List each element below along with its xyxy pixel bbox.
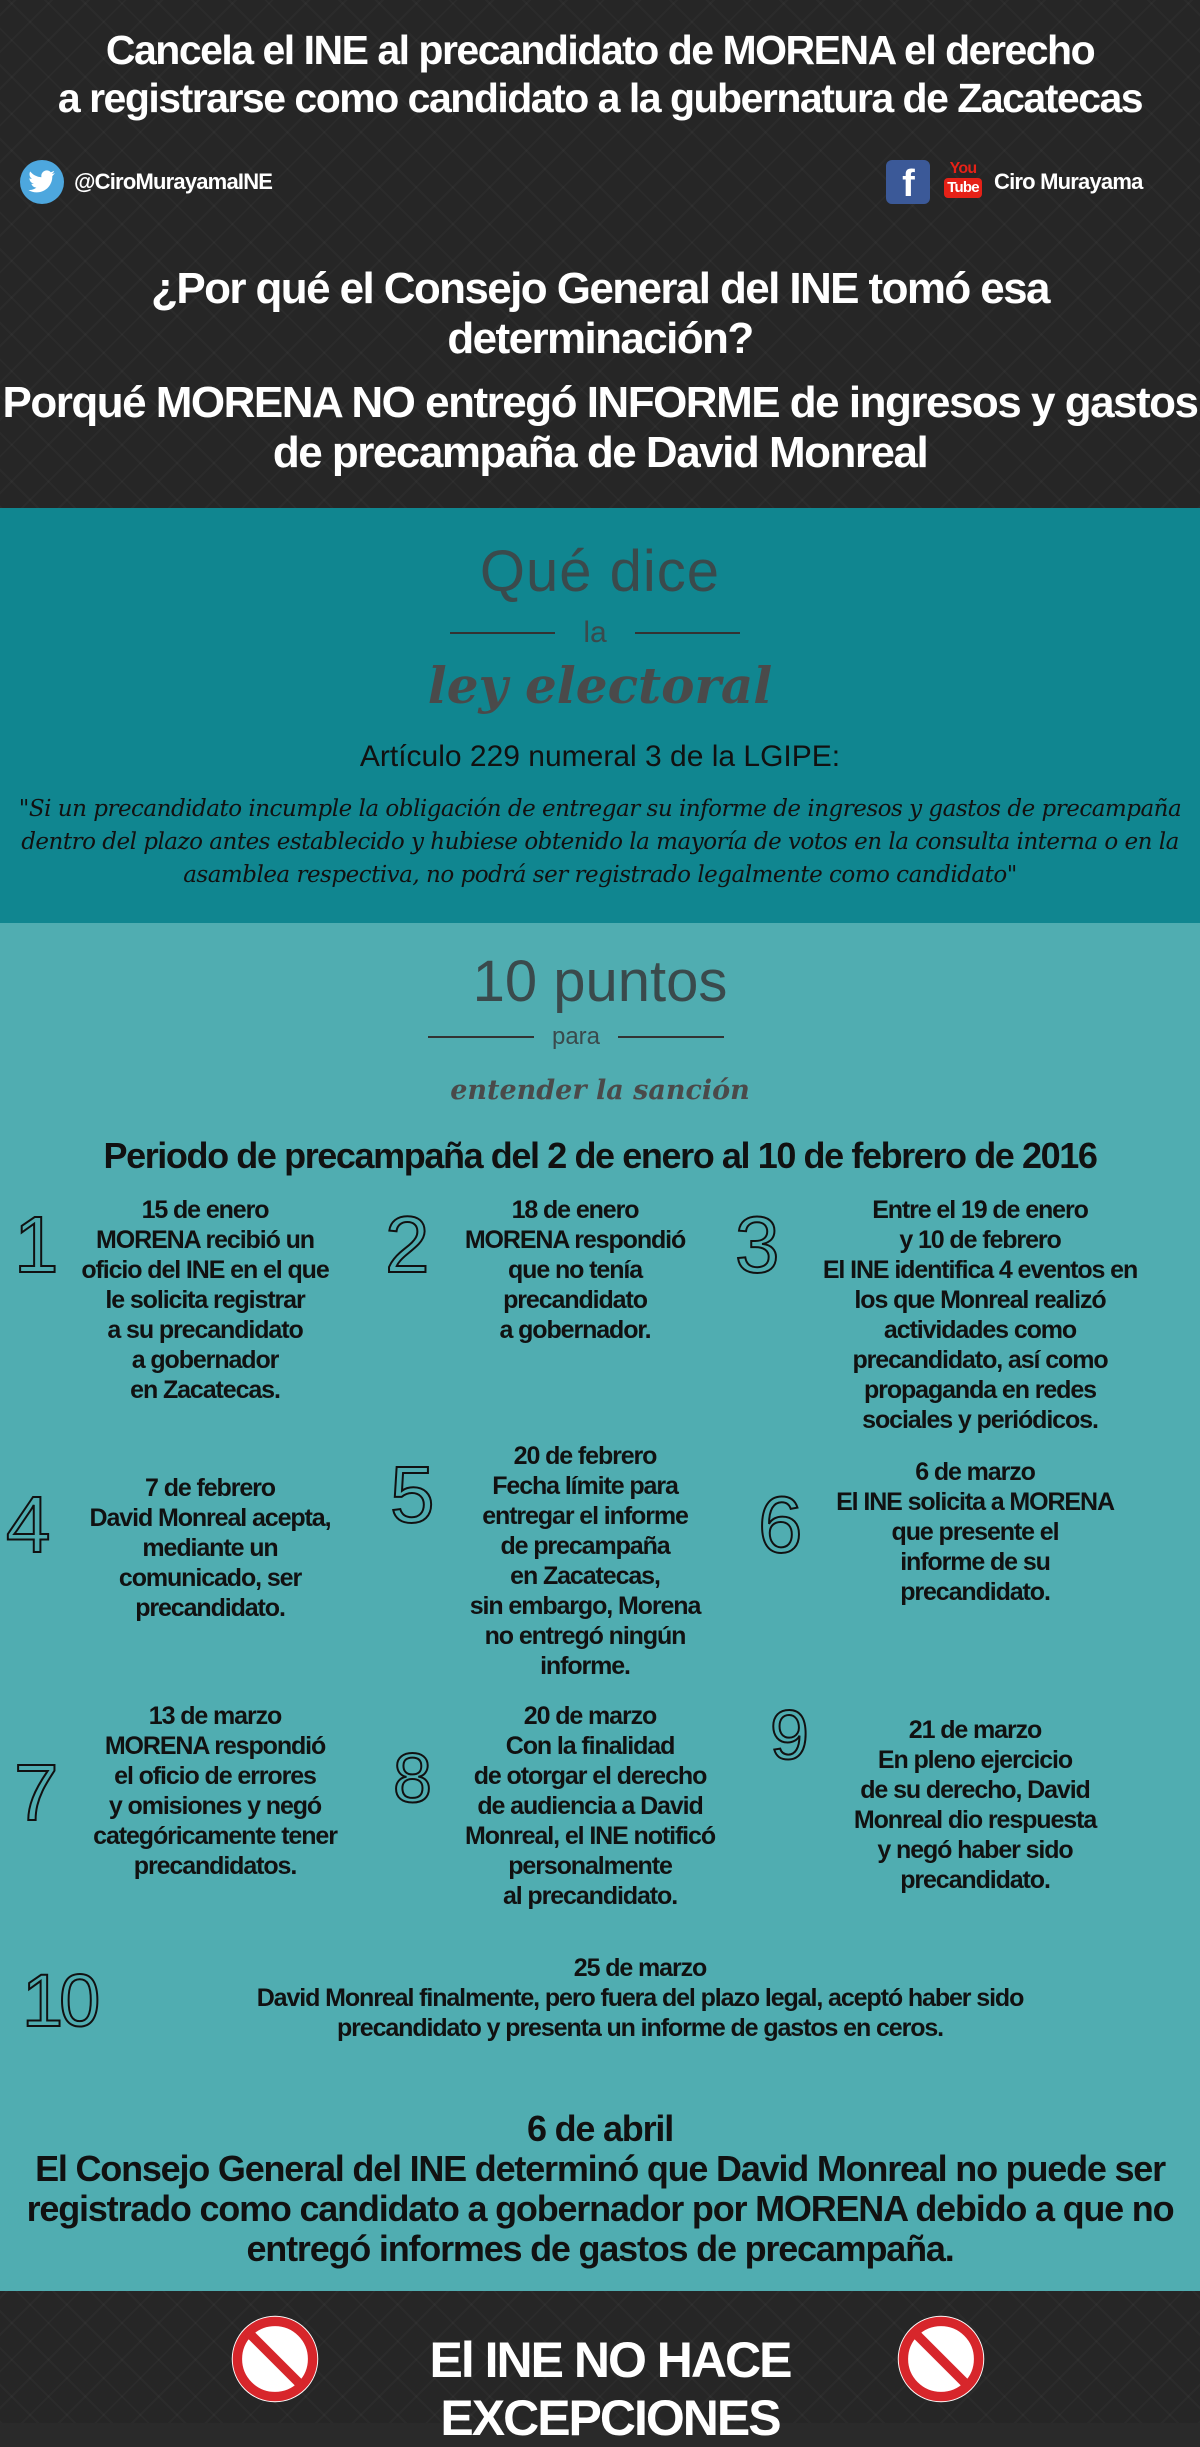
facebook-icon: f <box>886 160 930 204</box>
main-title-line: Cancela el INE al precandidato de MORENA el derecho <box>105 27 1095 73</box>
divider-line <box>450 632 555 634</box>
ley-heading-la-row <box>450 616 740 650</box>
twitter-icon <box>20 160 64 204</box>
twitter-handle: @CiroMurayamaINE <box>74 169 273 194</box>
ley-heading-que-dice: Qué dice <box>479 539 721 604</box>
conclusion: 6 de abril El Consejo General del INE determinó que David Monreal no puede ser registrado como candidato a gobernador por MORENA debido a que no entregó informes de gastos de precampaña. <box>26 2108 1174 2269</box>
point-number: 6 <box>758 1480 803 1569</box>
puntos-title: 10 puntos <box>472 949 728 1014</box>
point-number: 5 <box>390 1450 435 1539</box>
point-number: 4 <box>6 1480 51 1569</box>
ley-heading-la: la <box>583 616 607 649</box>
puntos-para-row <box>428 1023 724 1051</box>
point-2-text: 18 de enero MORENA respondió que no tenía precandidato a gobernador. <box>464 1196 686 1344</box>
facebook-youtube-credit[interactable] <box>886 160 1143 204</box>
main-title <box>0 26 1200 122</box>
footer-section <box>0 2291 1200 2446</box>
point-number: 1 <box>14 1200 59 1289</box>
puntos-section <box>0 923 1200 2291</box>
point-4-text: 7 de febrero David Monreal acepta, mediante un comunicado, ser precandidato. <box>89 1474 331 1622</box>
channel-name: Ciro Murayama <box>994 169 1143 194</box>
main-title-line: a registrarse como candidato a la gubernatura de Zacatecas <box>57 75 1143 121</box>
point-3-text: Entre el 19 de enero y 10 de febrero El INE identifica 4 eventos en los que Monreal realizó actividades como precandidato, así como propaganda en redes sociales y periódicos. <box>822 1196 1138 1434</box>
point-7-text: 13 de marzo MORENA respondió el oficio de errores y omisiones y negó categóricamente tener precandidatos. <box>93 1702 337 1880</box>
no-exceptions-text: El INE NO HACE EXCEPCIONES <box>429 2332 791 2446</box>
answer-line: de precampaña de David Monreal <box>272 428 928 477</box>
answer-heading <box>0 378 1200 478</box>
divider-line <box>635 632 740 634</box>
question-heading: ¿Por qué el Consejo General del INE tomó esa determinación? <box>151 264 1049 363</box>
ley-heading-ley-electoral: ley electoral <box>427 656 773 715</box>
header-section <box>0 0 1200 508</box>
point-10-text: 25 de marzo David Monreal finalmente, pero fuera del plazo legal, aceptó haber sido precandidato y presenta un informe de gastos en ceros. <box>256 1954 1024 2042</box>
ley-electoral-section <box>0 508 1200 923</box>
twitter-credit[interactable] <box>20 160 272 204</box>
divider-line <box>428 1036 534 1038</box>
point-number: 3 <box>735 1200 780 1289</box>
point-number: 2 <box>385 1200 430 1289</box>
point-8-text: 20 de marzo Con la finalidad de otorgar el derecho de audiencia a David Monreal, el INE notificó personalmente al precandidato. <box>464 1702 716 1910</box>
point-6-text: 6 de marzo El INE solicita a MORENA que presente el informe de su precandidato. <box>836 1458 1114 1606</box>
campaign-period: Periodo de precampaña del 2 de enero al 10 de febrero de 2016 <box>103 1135 1097 1176</box>
article-quote: "Si un precandidato incumple la obligación de entregar su informe de ingresos y gastos de precampaña dentro del plazo antes establecido y hubiese obtenido la mayoría de votos en la consulta interna o en la asamblea respectiva, no podrá ser registrado legalmente como candidato" <box>18 796 1182 888</box>
article-reference: Artículo 229 numeral 3 de la LGIPE: <box>359 740 841 773</box>
puntos-subtitle: entender la sanción <box>450 1075 750 1106</box>
point-9-text: 21 de marzo En pleno ejercicio de su derecho, David Monreal dio respuesta y negó haber sido precandidato. <box>853 1716 1097 1894</box>
point-number: 7 <box>14 1748 59 1837</box>
point-number: 10 <box>22 1959 97 2042</box>
youtube-icon: You Tube <box>942 160 984 204</box>
answer-line: Porqué MORENA NO entregó INFORME de ingresos y gastos <box>2 378 1198 427</box>
prohibited-icon <box>228 2312 322 2406</box>
point-1-text: 15 de enero MORENA recibió un oficio del INE en el que le solicita registrar a su precandidato a gobernador en Zacatecas. <box>81 1196 329 1404</box>
divider-line <box>618 1036 724 1038</box>
point-5-text: 20 de febrero Fecha límite para entregar el informe de precampaña en Zacatecas, sin embargo, Morena no entregó ningún informe. <box>469 1442 701 1680</box>
puntos-para: para <box>551 1023 601 1050</box>
point-number: 9 <box>770 1696 809 1774</box>
point-number: 8 <box>393 1739 432 1817</box>
prohibited-icon <box>894 2312 988 2406</box>
